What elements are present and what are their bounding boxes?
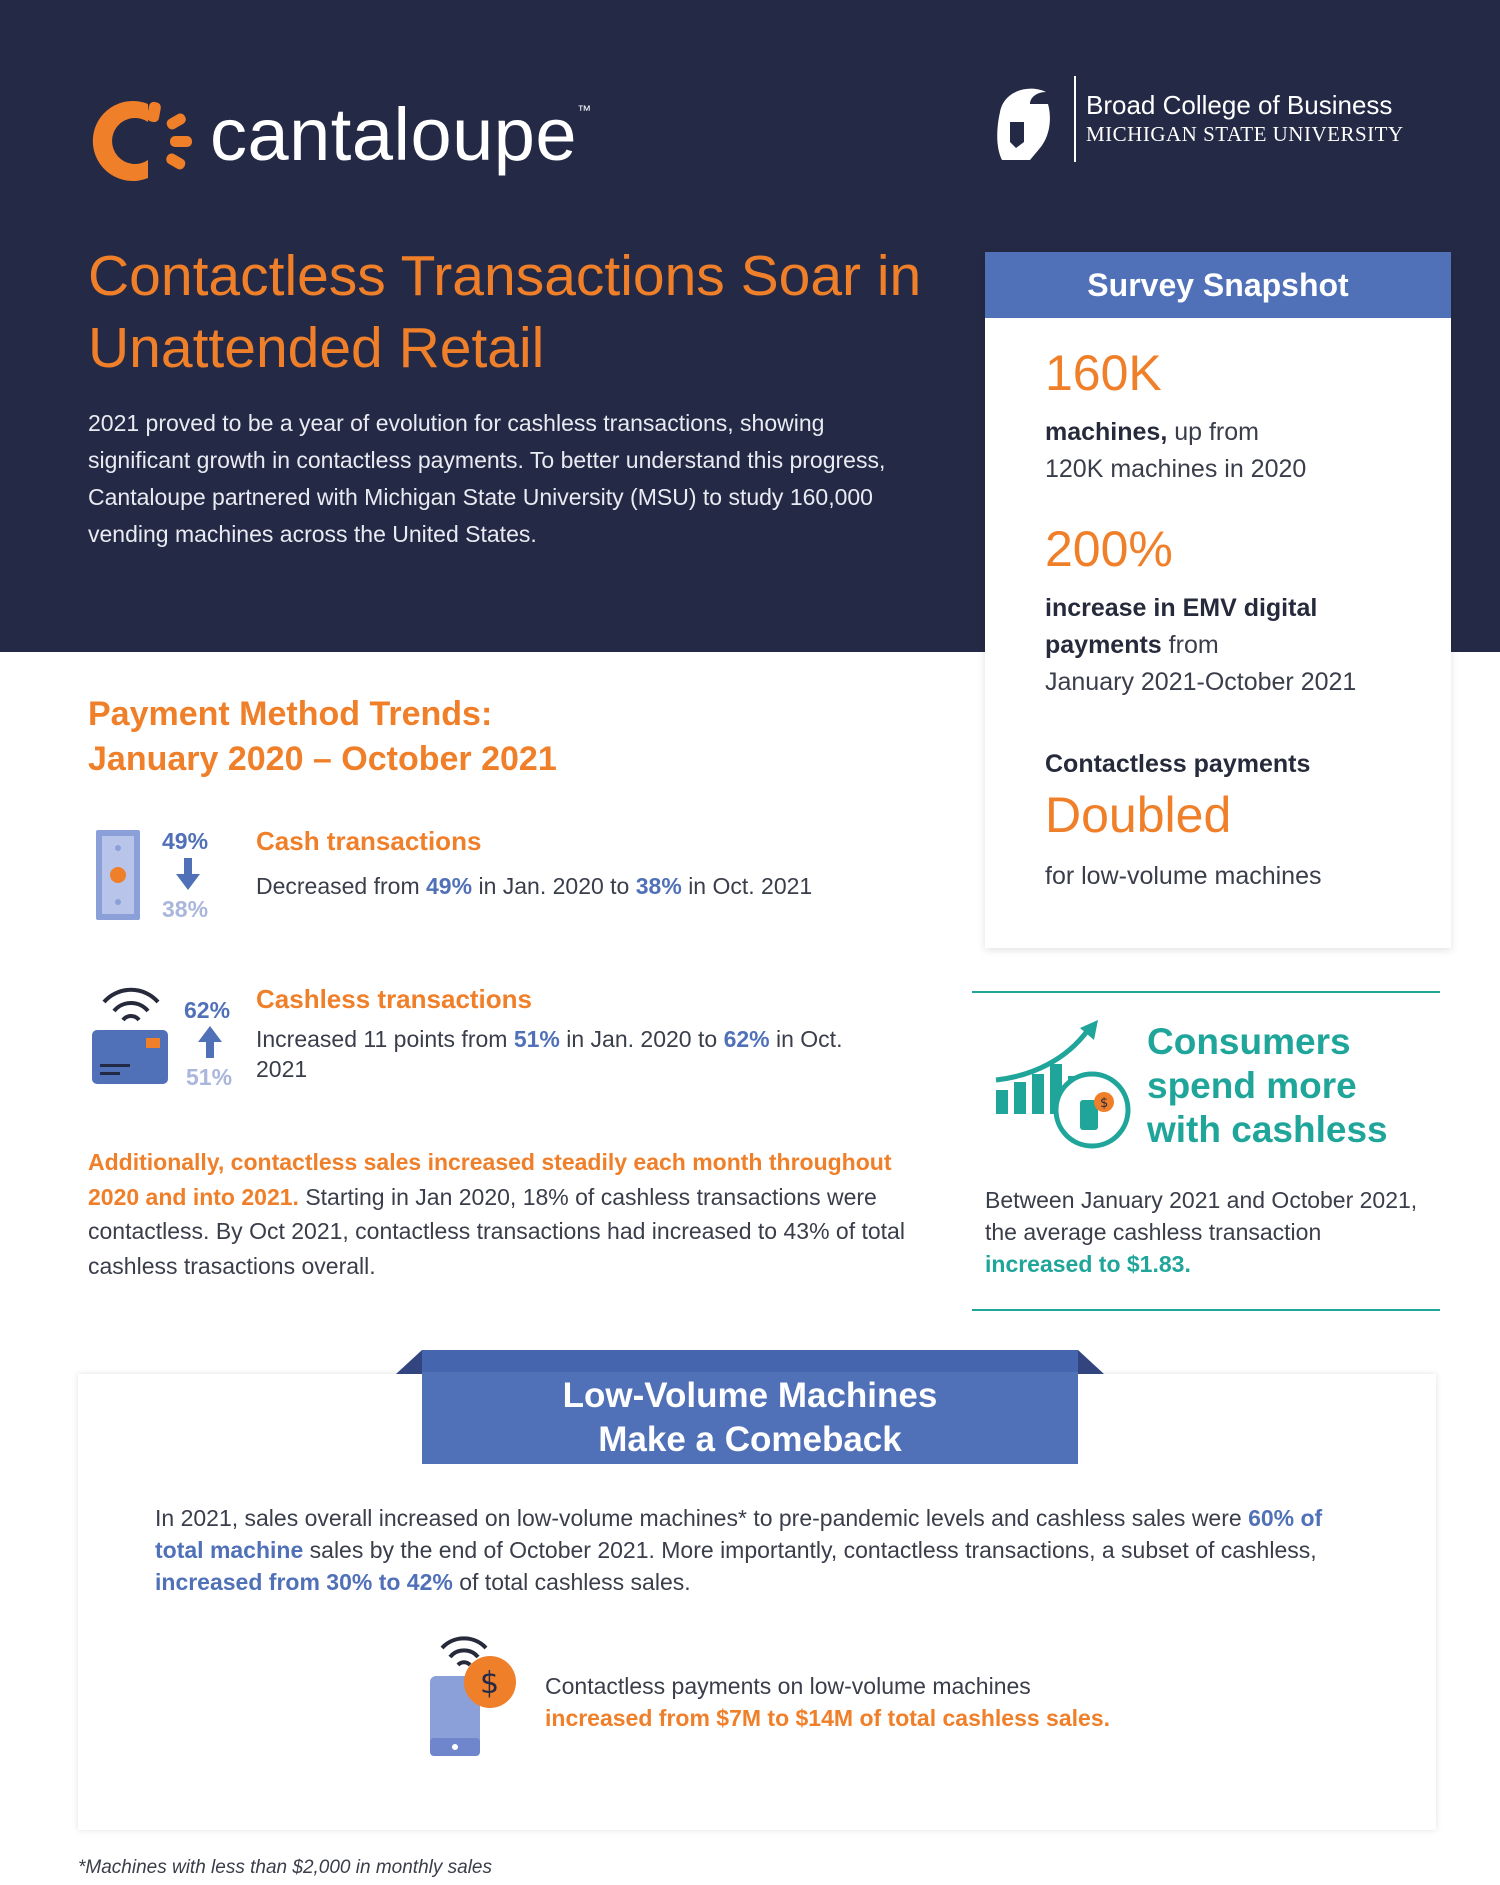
stat-emv-text: increase in EMV digital payments from January 2021-October 2021 (1045, 594, 1357, 696)
cashless-to-pct: 62% (184, 997, 231, 1023)
cash-transactions-title: Cash transactions (256, 826, 482, 856)
divider-top (972, 991, 1440, 993)
cash-bill-icon (92, 826, 148, 926)
cantaloupe-logo (86, 86, 646, 196)
contactless-growth-paragraph: Additionally, contactless sales increased steadily each month throughout 2020 and into 2021. Starting in Jan 2020, 18% of cashless transactions were contactless. By Oct 2021, contactless transactions had increased to 43% of total cashless trasactions overall. (88, 1149, 905, 1279)
stat-contactless-label: Contactless payments (1045, 750, 1311, 778)
cash-transactions-desc: Decreased from 49% in Jan. 2020 to 38% in Oct. 2021 (256, 873, 813, 899)
survey-snapshot-card (985, 252, 1451, 948)
stat-contactless-value: Doubled (1045, 787, 1232, 843)
intro-paragraph: 2021 proved to be a year of evolution for cashless transactions, showing significant growth in contactless payments. To better understand this progress, Cantaloupe partnered with Michigan State University (MSU) to study 160,000 vending machines across the United States. (88, 410, 886, 547)
trends-title: Payment Method Trends: January 2020 – October 2021 (88, 695, 557, 778)
stat-contactless-text: for low-volume machines (1045, 862, 1322, 890)
cashless-transactions-title: Cashless transactions (256, 984, 533, 1014)
low-volume-banner: Low-Volume Machines Make a Comeback (422, 1372, 1078, 1464)
logo-divider (1074, 76, 1076, 162)
svg-text:$: $ (480, 1666, 500, 1701)
msu-name: MICHIGAN STATE UNIVERSITY (1086, 122, 1404, 146)
cash-to-pct: 38% (162, 896, 209, 922)
cashless-from-pct: 51% (186, 1064, 233, 1090)
spartan-helmet-icon (990, 82, 1054, 160)
arrow-up-icon (198, 1026, 222, 1058)
cantaloupe-wordmark: cantaloupe™ (210, 93, 592, 176)
msu-broad-logo (990, 76, 1430, 166)
footnote: *Machines with less than $2,000 in monthly sales (78, 1857, 493, 1878)
contactless-card-icon (90, 980, 172, 1086)
cantaloupe-logo-icon (86, 86, 196, 196)
phone-payment-icon (420, 1630, 520, 1760)
stat-machines-text: machines, up from 120K machines in 2020 (1045, 418, 1307, 483)
page-title: Contactless Transactions Soar in Unattended Retail (88, 244, 922, 380)
growth-chart-phone-icon (992, 1020, 1132, 1150)
arrow-down-icon (176, 858, 200, 890)
cashless-transactions-desc: Increased 11 points from 51% in Jan. 2020 to 62% in Oct. 2021 (256, 1026, 843, 1082)
stat-machines-value: 160K (1045, 345, 1162, 401)
low-volume-paragraph: In 2021, sales overall increased on low-volume machines* to pre-pandemic levels and cashless sales were 60% of total machine sales by the end of October 2021. More importantly, contactless transactions, a subset of cashless, increased from 30% to 42% of total cashless sales. (155, 1505, 1323, 1595)
cash-from-pct: 49% (162, 828, 209, 854)
divider-bottom (972, 1309, 1440, 1311)
stat-emv-value: 200% (1045, 521, 1173, 577)
low-volume-payments-text: Contactless payments on low-volume machines increased from $7M to $14M of total cashless sales. (545, 1673, 1111, 1731)
banner-ribbon-tabs (396, 1350, 1104, 1374)
consumers-text: Between January 2021 and October 2021, the average cashless transaction increased to $1.83. (985, 1187, 1418, 1277)
broad-college-name: Broad College of Business (1086, 90, 1393, 120)
consumers-heading: Consumers spend more with cashless (1147, 1021, 1388, 1150)
survey-snapshot-heading: Survey Snapshot (985, 252, 1451, 318)
svg-text:$: $ (1100, 1096, 1109, 1111)
